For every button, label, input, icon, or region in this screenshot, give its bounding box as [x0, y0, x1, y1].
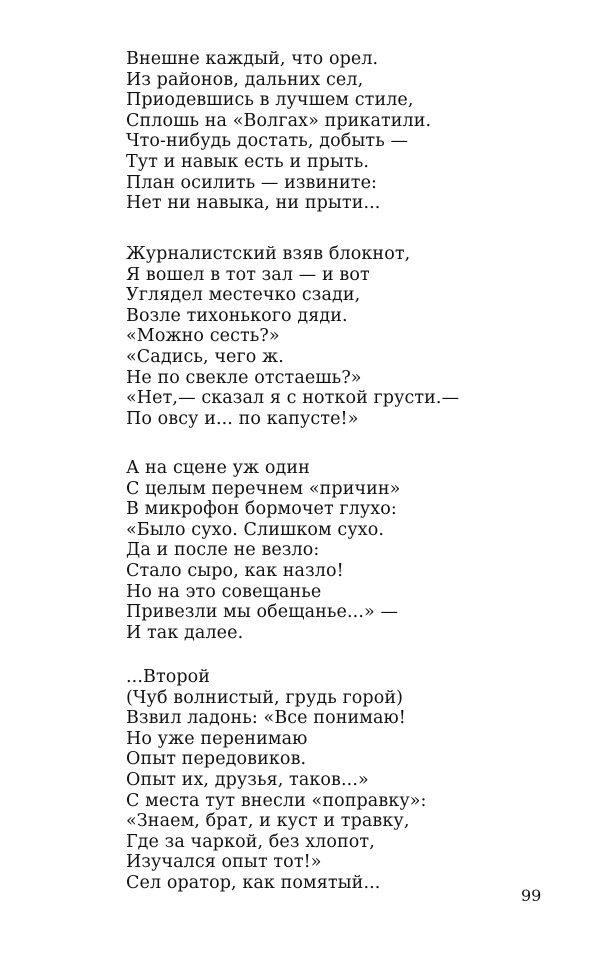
verse-line: «Было сухо. Слишком сухо. [126, 519, 384, 540]
verse-line: «Знаем, брат, и куст и травку, [126, 811, 410, 832]
verse-line: Возле тихонького дяди. [126, 305, 348, 326]
verse-line: Я вошел в тот зал — и вот [126, 264, 370, 285]
verse-line: Где за чаркой, без хлопот, [126, 831, 375, 852]
verse-line: Сплошь на «Волгах» прикатили. [126, 110, 432, 131]
verse-line: По овсу и... по капусте!» [126, 408, 359, 429]
stanza-2 [126, 244, 566, 429]
verse-line: Стало сыро, как назло! [126, 560, 344, 581]
verse-line: В микрофон бормочет глухо: [126, 499, 397, 520]
verse-line: Не по свекле отстаешь?» [126, 367, 362, 388]
verse-line: Опыт передовиков. [126, 749, 307, 770]
verse-line: Взвил ладонь: «Все понимаю! [126, 708, 406, 729]
page-number: 99 [521, 886, 542, 905]
stanza-4 [126, 667, 566, 894]
verse-line: И так далее. [126, 622, 244, 643]
verse-line: Приодевшись в лучшем стиле, [126, 90, 414, 111]
verse-line: Но уже перенимаю [126, 728, 308, 749]
verse-line: Углядел местечко сзади, [126, 285, 361, 306]
verse-line: Сел оратор, как помятый... [126, 872, 381, 893]
verse-line: Журналистский взяв блокнот, [126, 244, 411, 264]
verse-line: «Можно сесть?» [126, 326, 280, 347]
verse-line: Нет ни навыка, ни прыти... [126, 193, 381, 214]
verse-line: Но на это совещанье [126, 581, 322, 602]
verse-line: План осилить — извините: [126, 172, 378, 193]
verse-line: Что-нибудь достать, добыть — [126, 131, 409, 152]
verse-line: «Нет,— сказал я с ноткой грусти.— [126, 388, 460, 409]
verse-line: С места тут внесли «поправку»: [126, 790, 427, 811]
stanza-3 [126, 458, 566, 643]
verse-line: Да и после не везло: [126, 540, 320, 561]
verse-line: Из районов, дальних сел, [126, 69, 364, 90]
verse-line: (Чуб волнистый, грудь горой) [126, 687, 404, 708]
verse-line: Привезли мы обещанье...» — [126, 602, 399, 623]
verse-line: А на сцене уж один [126, 458, 310, 478]
verse-line: Опыт их, друзья, таков...» [126, 769, 369, 790]
verse-line: С целым перечнем «причин» [126, 478, 401, 499]
stanza-1 [126, 49, 566, 214]
verse-line: «Садись, чего ж. [126, 346, 284, 367]
verse-line: Тут и навык есть и прыть. [126, 151, 370, 172]
verse-line: Изучался опыт тот!» [126, 852, 322, 873]
verse-line: ...Второй [126, 667, 211, 687]
verse-line: Внешне каждый, что орел. [126, 49, 379, 69]
